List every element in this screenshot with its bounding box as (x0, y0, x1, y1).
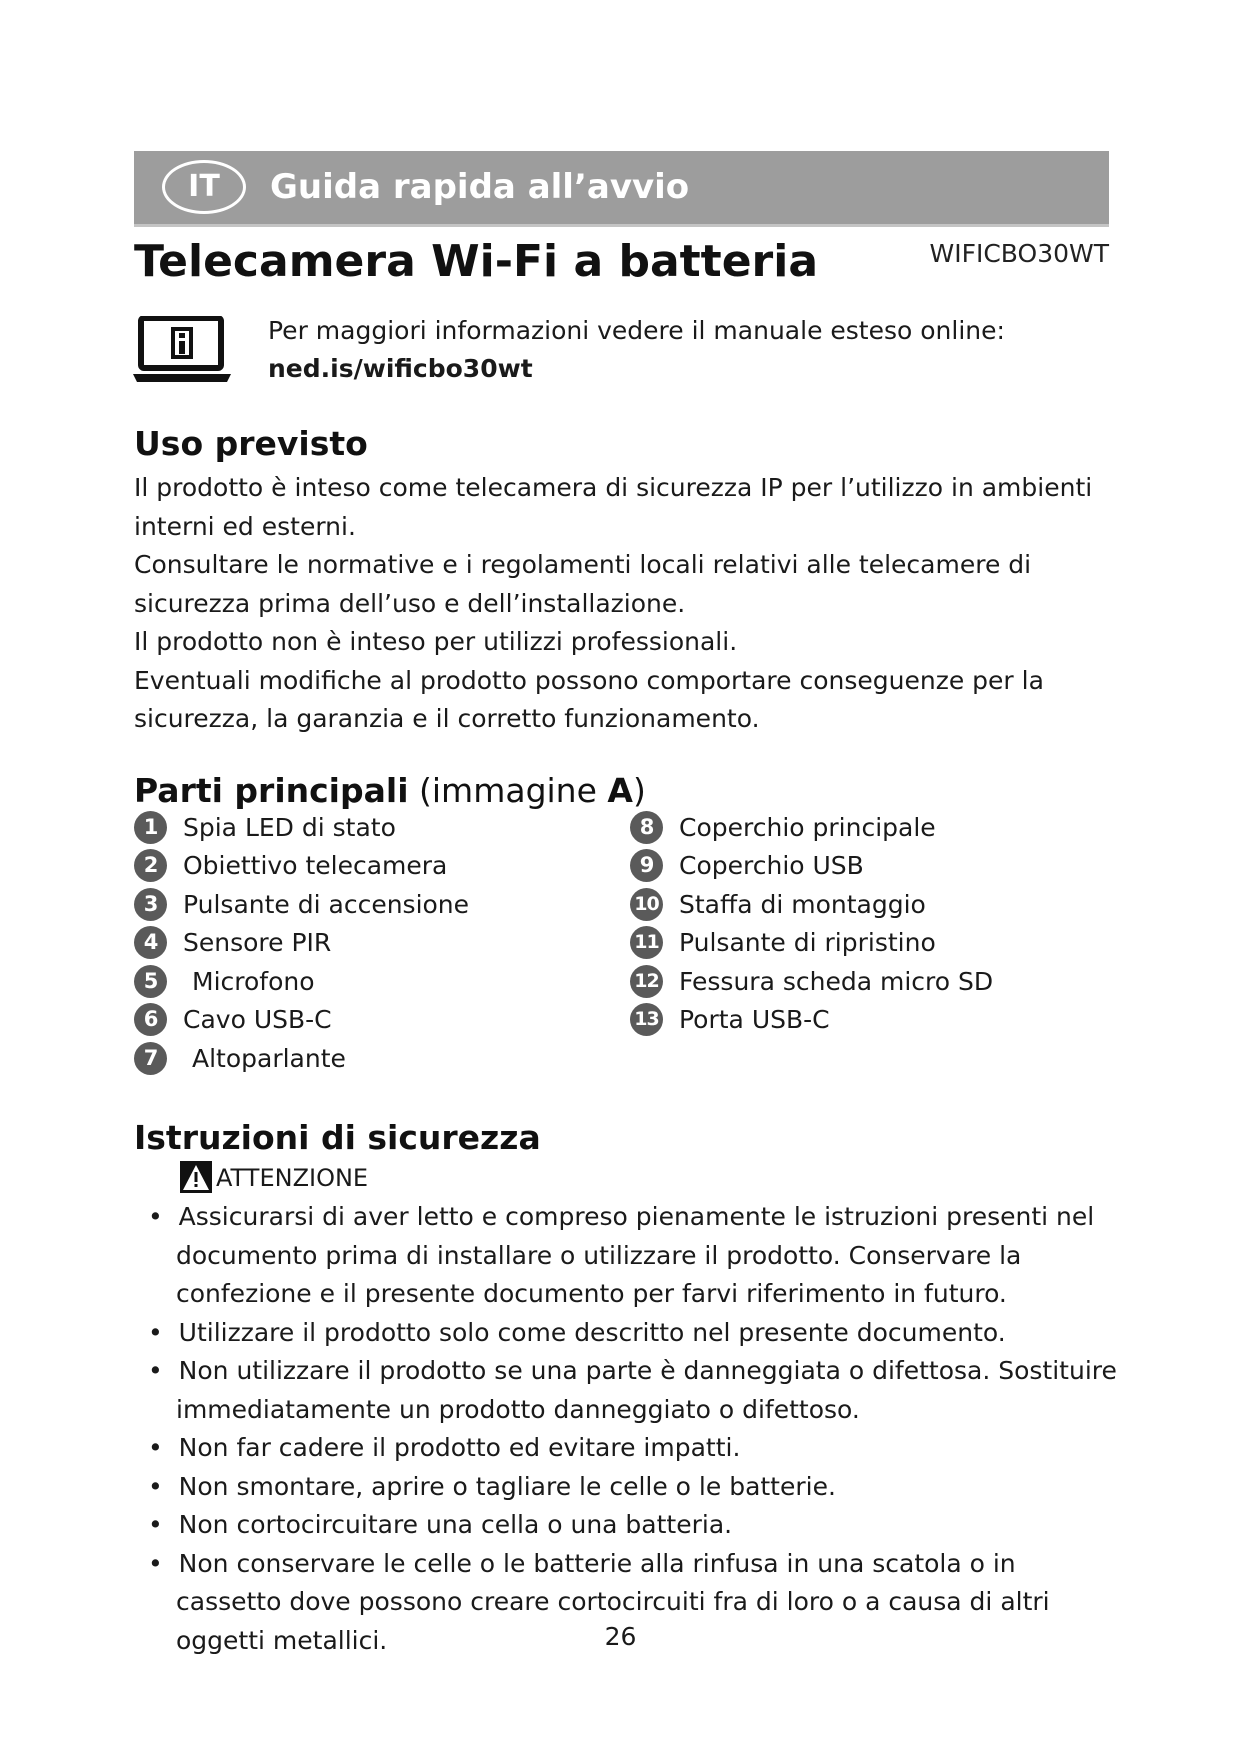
part-item (134, 885, 469, 924)
bullet-text: Non smontare, aprire o tagliare le celle o le batterie. (178, 1471, 836, 1501)
part-number: 13 (630, 1003, 663, 1036)
part-number: 11 (630, 926, 663, 959)
bullet-dot: • (148, 1317, 163, 1347)
part-item (134, 847, 469, 886)
bullet-text: Non conservare le celle o le batterie alla rinfusa in una scatola o in cassetto dove possono creare cortocircuiti fra di loro o a causa di altri oggetti metallici. (176, 1548, 1050, 1655)
part-label: Coperchio principale (679, 812, 936, 842)
bullet-dot: • (148, 1202, 163, 1231)
laptop-info-icon (132, 316, 232, 384)
banner-title: Guida rapida all’avvio (270, 167, 690, 207)
manual-link[interactable]: ned.is/wificbo30wt (268, 354, 533, 383)
list-item (132, 1429, 1122, 1468)
page-number: 26 (604, 1622, 637, 1651)
part-label: Fessura scheda micro SD (679, 966, 994, 996)
intended-use-text (134, 469, 1109, 739)
part-number: 9 (630, 849, 663, 882)
bullet-text: Utilizzare il prodotto solo come descritto nel presente documento. (178, 1317, 1006, 1347)
bullet-dot: • (148, 1471, 163, 1501)
part-item (134, 1039, 469, 1078)
part-number: 8 (630, 811, 663, 844)
bullet-text: Non far cadere il prodotto ed evitare impatti. (178, 1433, 741, 1462)
list-item (132, 1506, 1122, 1545)
warning-line (176, 1161, 368, 1195)
paragraph: Eventuali modifiche al prodotto possono comportare conseguenze per la sicurezza, la garanzia e il corretto funzionamento. (134, 665, 1044, 733)
part-label: Staffa di montaggio (679, 889, 926, 919)
safety-list (132, 1198, 1122, 1660)
part-item (630, 808, 993, 847)
list-item (132, 1468, 1122, 1507)
list-item (132, 1314, 1122, 1353)
bullet-dot: • (148, 1356, 163, 1385)
warning-label: ATTENZIONE (216, 1164, 369, 1192)
parts-list-right (630, 808, 993, 1039)
parts-list-left (134, 808, 469, 1078)
part-label: Pulsante di ripristino (679, 928, 936, 958)
part-item (630, 1001, 993, 1040)
part-item (630, 885, 993, 924)
section-title-intended-use: Uso previsto (134, 424, 368, 463)
part-number: 3 (134, 888, 167, 921)
part-item (630, 847, 993, 886)
part-label: Obiettivo telecamera (183, 851, 448, 881)
parts-title-letter: A (607, 771, 633, 810)
bullet-dot: • (148, 1548, 163, 1578)
part-label: Altoparlante (192, 1043, 346, 1073)
part-item (630, 924, 993, 963)
part-number: 7 (134, 1042, 167, 1075)
language-badge: IT (162, 160, 246, 214)
list-item (132, 1352, 1122, 1429)
list-item (132, 1198, 1122, 1314)
warning-triangle-icon (176, 1161, 214, 1195)
part-number: 1 (134, 811, 167, 844)
part-item (630, 962, 993, 1001)
part-number: 6 (134, 1003, 167, 1036)
part-label: Coperchio USB (679, 851, 864, 881)
part-label: Microfono (192, 966, 315, 996)
paragraph: Il prodotto non è inteso per utilizzi professionali. (134, 627, 738, 656)
part-item (134, 1001, 469, 1040)
section-title-parts (134, 771, 646, 810)
model-code: WIFICBO30WT (929, 239, 1109, 268)
part-number: 2 (134, 849, 167, 882)
parts-title-paren-close: ) (632, 771, 646, 810)
header-banner (134, 151, 1109, 227)
bullet-dot: • (148, 1433, 163, 1462)
page-title: Telecamera Wi-Fi a batteria (134, 236, 819, 287)
part-label: Sensore PIR (183, 928, 332, 958)
bullet-text: Non cortocircuitare una cella o una batteria. (178, 1510, 733, 1539)
part-number: 10 (630, 888, 663, 921)
info-text: Per maggiori informazioni vedere il manuale esteso online: (268, 316, 1005, 345)
info-note (268, 312, 1005, 388)
parts-title-paren-open: (immagine (408, 771, 608, 810)
part-number: 5 (134, 965, 167, 998)
bullet-dot: • (148, 1510, 163, 1539)
part-number: 4 (134, 926, 167, 959)
part-item (134, 924, 469, 963)
paragraph: Consultare le normative e i regolamenti locali relativi alle telecamere di sicurezza prima dell’uso e dell’installazione. (134, 550, 1032, 618)
bullet-text: Non utilizzare il prodotto se una parte è danneggiata o difettosa. Sostituire immediatamente un prodotto danneggiato o difettoso. (176, 1356, 1117, 1424)
part-label: Cavo USB-C (183, 1005, 332, 1035)
bullet-text: Assicurarsi di aver letto e compreso pienamente le istruzioni presenti nel documento prima di installare o utilizzare il prodotto. Conservare la confezione e il presente documento per farvi riferimento in futuro. (176, 1202, 1095, 1308)
part-number: 12 (630, 965, 663, 998)
section-title-safety: Istruzioni di sicurezza (134, 1118, 541, 1157)
part-label: Spia LED di stato (183, 812, 396, 842)
paragraph: Il prodotto è inteso come telecamera di sicurezza IP per l’utilizzo in ambienti interni ed esterni. (134, 473, 1093, 541)
part-label: Porta USB-C (679, 1005, 830, 1035)
part-item (134, 962, 469, 1001)
part-item (134, 808, 469, 847)
parts-title-bold: Parti principali (134, 771, 409, 810)
part-label: Pulsante di accensione (183, 889, 470, 919)
